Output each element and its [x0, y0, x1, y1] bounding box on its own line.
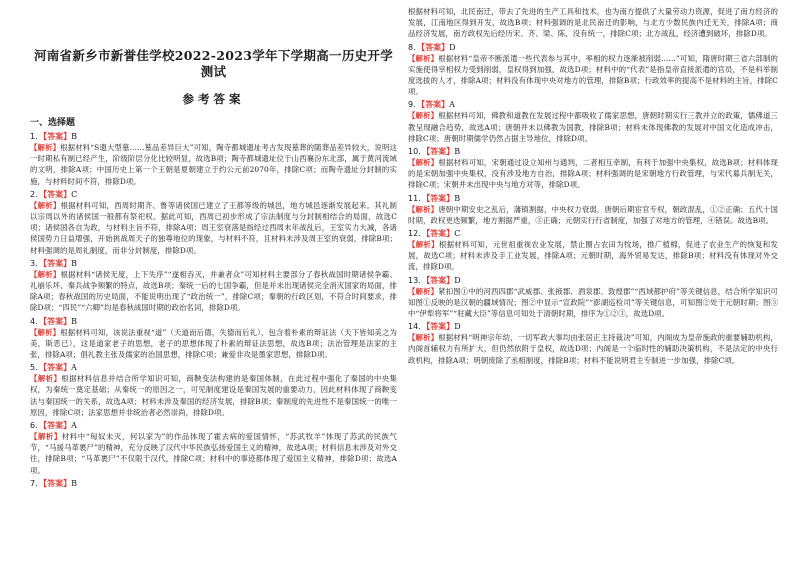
- analysis-text: 根据材料“明神宗年幼，一切军政大事均由张居正主持裁决”可知，内阁成为皇帝施政的重要辅助机构，内阁首辅权力有所扩大，但仍然依附于皇权，故选D项；内阁是一个临时性的辅助决策机构，不是法定的中央行政机构，排除A项；明朝废除了丞相制度，排除B项；材料不能说明君主专制进一步加强，排除C项。: [408, 333, 778, 365]
- analysis-text: 根据材料可知，元世祖重视农业发展，禁止圈占农田为牧场，推广植棉，促进了农业生产的恢复和发展，故选C项；材料未涉及手工业发展，排除A项；元朝时期，海外贸易发达，排除B项；材料没有体现对外交流，排除D项。: [408, 240, 778, 272]
- analysis-text: 根据材料“皇帝不断派遣一些代表参与其中，率相的权力逐渐被削弱……”可知，隋唐时期三省六部制的实施使得宰相权力受到削弱，皇权得到加强，故选D项；材料中的“代表”是指皇帝直接派遣的官员，不是科举制度选拔的人才，排除A项；材料没有体现中央对地方的管理，排除B项；行政效率的提高不是材料的主旨，排除C项。: [408, 53, 778, 97]
- analysis-tag: 【解析】: [30, 200, 61, 210]
- answer-value: B: [454, 147, 461, 157]
- question-number: 9．: [408, 100, 422, 110]
- answer-value: C: [454, 229, 461, 239]
- answer-value: A: [449, 100, 455, 110]
- question-number: 5．: [30, 363, 44, 373]
- analysis-text: 紧扣图①中的河西四郡“武威郡、张掖郡、酒泉郡、敦煌郡”“西域都护府”等关键信息，结合所学知识可知图①反映的是汉朝的疆域情况；图②中显示“宣政院”“澎湖巡检司”等关键信息，可知图②处于元朝时期；图③中“伊犁将军”“驻藏大臣”等信息可知处于清朝时期，排序为①②③，故选D项。: [408, 286, 778, 319]
- analysis-text: 根据材料可知，佛教和道教在发展过程中都吸收了儒家思想，唐朝时期实行三教并立的政策，儒佛道三教呈现融合趋势，故选A项；唐朝并未以佛教为国教，排除B项；材料未体现佛教的发展对中国文化造成冲击，排除C项；唐朝时期儒学仍然占据主导地位，排除D项。: [408, 111, 778, 143]
- question-number: 11．: [408, 193, 427, 203]
- answer-tag: 【答案】: [426, 275, 455, 285]
- answer-tag: 【答案】: [421, 42, 450, 52]
- analysis-tag: 【解析】: [30, 143, 61, 152]
- answer-value: A: [71, 421, 77, 431]
- answer-tag: 【答案】: [426, 229, 455, 239]
- answer-line: [408, 193, 778, 204]
- answer-tag: 【答案】: [43, 478, 72, 488]
- answer-tag: 【答案】: [43, 421, 72, 431]
- question-number: 7．: [30, 478, 44, 488]
- analysis-tag: 【解析】: [408, 333, 439, 343]
- analysis-tag: 【解析】: [30, 269, 61, 279]
- question-number: 13．: [408, 275, 427, 285]
- answer-tag: 【答案】: [43, 316, 72, 326]
- answer-line: [30, 189, 397, 200]
- analysis-text: 根据材料可知，宋朝通过设立知州与通判，二者相互牵制，有利于加强中央集权，故选B项；材料体现的是宋朝加强中央集权，没有涉及地方自治，排除A项；材料强调的是宋朝地方行政管理，与宋代募兵制无关，排除C项；宋朝并未出现中央与地方对等，排除D项。: [408, 158, 778, 190]
- question-number: 2．: [30, 189, 44, 199]
- answer-value: B: [71, 132, 77, 141]
- answer-line: [408, 99, 778, 110]
- question-number: 12．: [408, 229, 427, 239]
- analysis-paragraph: [30, 200, 397, 256]
- answer-value: D: [454, 275, 461, 285]
- question-number: 1．: [30, 132, 44, 141]
- analysis-text: 根据材料可知，西周时期齐、鲁等诸侯国已建立了王都等级的城邑，地方城邑逐渐发展起来。其礼制以宗周以外的诸侯国一般都有祭祀权。据此可知，西周已初步形成了宗法制度与分封制相结合的局面，故选C项；诸侯国各自为政，与材料主旨不符，排除A项；周王室衰落是指经过西周末年战乱后，王室实力大减，各诸侯国势力日益增强，开始挑战周天子的独尊地位的现象，与材料不符，且材料未涉及周王室的衰弱，排除B项；材料强调的是周礼制度，而非分封制度，排除D项。: [30, 200, 397, 255]
- answer-tag: 【答案】: [426, 193, 455, 203]
- question-number: 3．: [30, 258, 44, 268]
- answer-line: [30, 316, 397, 327]
- page-subtitle: 参考答案: [182, 92, 245, 106]
- answer-line: [408, 321, 778, 332]
- question-number: 14．: [408, 322, 427, 332]
- answer-value: A: [71, 363, 77, 373]
- analysis-tag: 【解析】: [30, 432, 62, 442]
- answer-tag: 【答案】: [43, 363, 72, 373]
- question-number: 8．: [408, 42, 422, 52]
- analysis-paragraph: [30, 327, 397, 361]
- analysis-tag: 【解析】: [408, 53, 439, 63]
- analysis-tag: 【解析】: [408, 111, 439, 121]
- answer-line: [30, 420, 397, 431]
- left-column: [30, 8, 397, 561]
- analysis-paragraph: [408, 6, 778, 40]
- answer-tag: 【答案】: [426, 322, 455, 332]
- answer-line: [30, 258, 397, 269]
- analysis-tag: 【解析】: [30, 327, 61, 337]
- answer-value: B: [454, 193, 461, 203]
- answer-tag: 【答案】: [43, 258, 72, 268]
- answer-line: [408, 275, 778, 286]
- analysis-tag: 【解析】: [408, 158, 439, 168]
- analysis-paragraph: [30, 373, 397, 418]
- analysis-paragraph: [408, 332, 778, 366]
- answer-tag: 【答案】: [421, 100, 450, 110]
- right-column: [408, 6, 778, 561]
- analysis-tag: 【解析】: [408, 286, 439, 296]
- analysis-text: 根据材料可知，该说法重视“道”（天道而后德，失德而后礼），包含着朴素的辩证法（天下皆知美之为美，斯恶已），这是道家老子的思想，老子的思想体现了朴素的辩证法思想，故选B项；法治管理是法家的主张，排除A项；倡礼教主张及儒家的治国思想，排除C项；兼爱非攻是墨家思想，排除D项。: [30, 327, 397, 360]
- analysis-paragraph: [30, 142, 397, 187]
- answer-tag: 【答案】: [43, 132, 72, 141]
- answer-line: [408, 42, 778, 53]
- answer-value: B: [71, 478, 77, 488]
- analysis-tag: 【解析】: [30, 374, 62, 384]
- analysis-paragraph: [408, 204, 778, 226]
- analysis-text: 根据材料可知，北民南迁，带去了先进的生产工具和技术，也为南方提供了大量劳动力资源，促进了南方经济的发展，江南地区得到开发，故选B项；材料强调的是北民南迁的影响，与北方少数民族内迁无关，排除A项；商品经济发展，南方政权先后经历宋、齐、梁、陈，没有统一，排除C项；北方战乱，经济遭到破坏，排除D项。: [408, 7, 778, 39]
- answer-value: D: [449, 42, 456, 52]
- analysis-tag: 【解析】: [408, 240, 439, 250]
- analysis-paragraph: [408, 286, 778, 320]
- analysis-text: 材料中“匈奴未灭，何以家为”的作品体现了霍去病的爱国情怀，“苏武牧羊”体现了苏武的民族气节，“马援马革裹尸”的精神，充分反映了汉代中华民族弘扬爱国主义的精神，故选A项；材料信息未涉及对外交往，排除B项；“马革裹尸”不仅限于汉代，排除C项；材料中的事迹都体现了爱国主义精神，排除D项；故选A项。: [30, 432, 397, 475]
- analysis-text: 根据材料“S遗大型墓……墓品差异巨大”可知，陶寺都城遗址考古发现墓葬的随葬品差异较大，说明这一时期私有制已经产生，阶级阶层分化比较明显，故选B项；陶寺都城遗址位于山西襄汾东北部，属于黄河流域的文明，排除A项；中国历史上第一个王朝是夏朝建立于约公元前2070年，排除C项；而陶寺遗址分封制的实施，与材料时间不符，排除D项。: [30, 143, 397, 186]
- answer-value: B: [71, 258, 77, 268]
- analysis-paragraph: [408, 157, 778, 191]
- question-number: 4．: [30, 316, 44, 326]
- question-number: 6．: [30, 421, 44, 431]
- analysis-paragraph: [408, 110, 778, 144]
- answer-line: [30, 131, 397, 142]
- answer-tag: 【答案】: [426, 147, 455, 157]
- analysis-paragraph: [408, 239, 778, 273]
- answer-value: D: [454, 322, 461, 332]
- analysis-text: 根据材料“诸侯无度，上下失序”“遂相吞灭，并兼者众”可知材料主要部分了春秋战国时期诸侯争霸、礼崩乐坏、秦兵战争频繁的特点，故选B项；秦统一后的七国争霸，但是并未出现诸侯完全消灭国家的局面，排除A项；春秋战国的历史局面，不能说明出现了“政治统一”，排除C项；秦朝的行政区划，不符合时间要求，排除D项；“四民”“六卿”均是春秋战国时期的政治名词，排除D项。: [30, 269, 397, 313]
- analysis-paragraph: [30, 269, 397, 314]
- answer-line: [30, 362, 397, 373]
- left-answer-list: [30, 131, 397, 489]
- answer-line: [408, 228, 778, 239]
- analysis-tag: 【解析】: [408, 204, 439, 214]
- answer-value: C: [71, 189, 78, 199]
- analysis-paragraph: [408, 53, 778, 98]
- section-heading: 一、选择题: [30, 118, 76, 128]
- analysis-text: 根据材料信息并结合所学知识可知，商鞅变法构建的是秦国体制，在此过程中强化了秦国的中央集权，为秦统一奠定基础；从秦统一的原因之一，可见制度建设是秦国发展的重要动力，因此材料体现了商鞅变法与秦国统一的关系，故选A项；材料未涉及秦国的经济发展，排除B项；秦制度的先进性不是秦国统一的唯一原因，排除C项；法家思想并非统治者必然崇尚，排除D项。: [30, 374, 397, 417]
- answer-line: [30, 478, 397, 489]
- answer-line: [408, 146, 778, 157]
- question-number: 10．: [408, 147, 427, 157]
- analysis-text: 唐朝中期安史之乱后，藩镇割据，中央权力衰弱，唐朝后期宦官专权，朝政混乱，①②正确；五代十国时期，政权更迭频繁，地方割据严重，③正确；元朝实行行省制度，加强了对地方的管理，④错误。故选B项。: [408, 204, 778, 225]
- answer-tag: 【答案】: [43, 189, 72, 199]
- page-title: 河南省新乡市新誉佳学校2022-2023学年下学期高一历史开学测试: [33, 48, 394, 79]
- analysis-paragraph: [30, 431, 397, 476]
- answer-value: B: [71, 316, 77, 326]
- right-answer-list: [408, 6, 778, 366]
